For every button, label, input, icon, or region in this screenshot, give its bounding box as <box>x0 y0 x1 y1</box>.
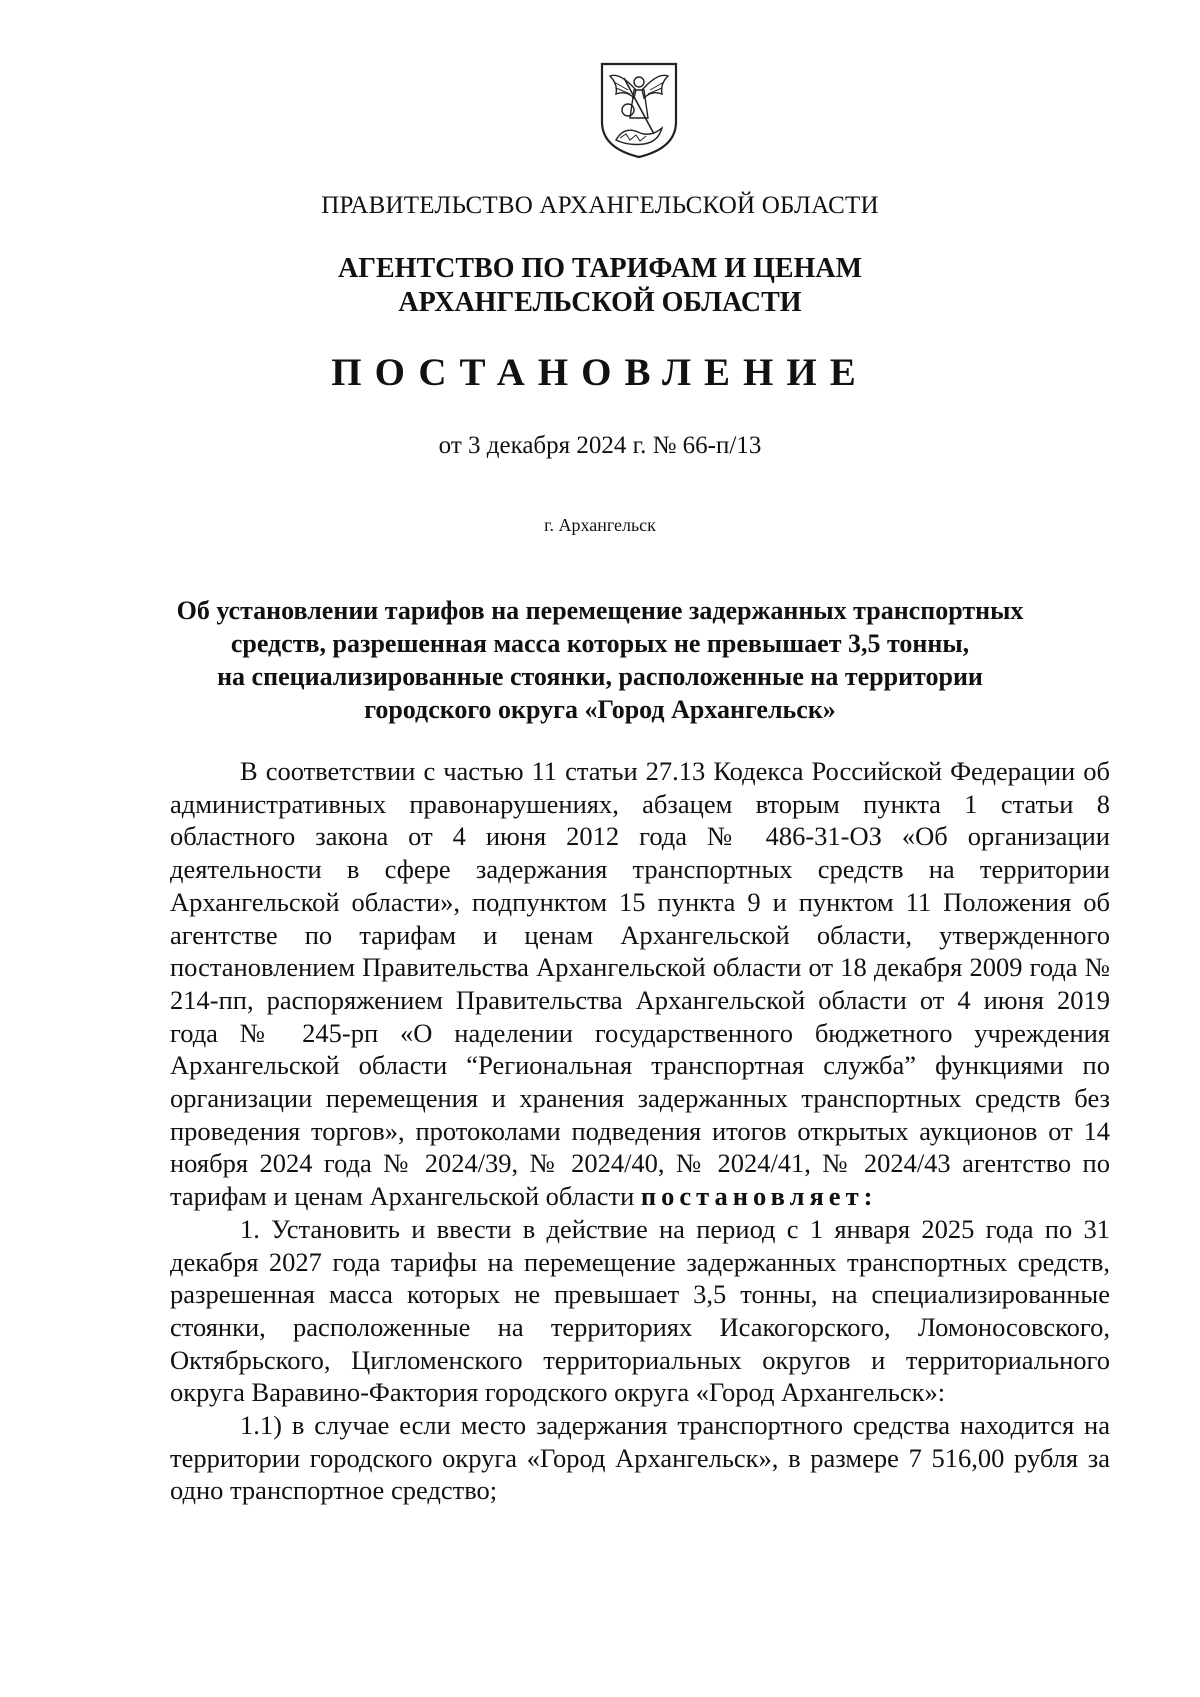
agency-name <box>0 252 1200 320</box>
archangel-coat-of-arms-icon <box>598 60 680 160</box>
preamble-text: В соответствии с частью 11 статьи 27.13 Кодекса Российской Федерации об административных правонарушениях, абзацем вторым пункта 1 статьи 8 областного закона от 4 июня 2012 года № 486-31-ОЗ «Об организации деятельности в сфере задержания транспортных средств на территории Архангельской области», подпунктом 15 пункта 9 и пунктом 11 Положения об агентстве по тарифам и ценам Архангельской области, утвержденного постановлением Правительства Архангельской области от 18 декабря 2009 года № 214-пп, распоряжением Правительства Архангельской области от 4 июня 2019 года № 245-рп «О наделении государственного бюджетного учреждения Архангельской области “Региональная транспортная служба” функциями по организации перемещения и хранения задержанных транспортных средств без проведения торгов», протоколами подведения итогов открытых аукционов от 14 ноября 2024 года № 2024/39, № 2024/40, № 2024/41, № 2024/43 агентство по тарифам и ценам Архангельской области <box>170 756 1110 1212</box>
agency-name-line-1: АГЕНТСТВО ПО ТАРИФАМ И ЦЕНАМ <box>337 253 863 284</box>
government-name: ПРАВИТЕЛЬСТВО АРХАНГЕЛЬСКОЙ ОБЛАСТИ <box>321 192 879 219</box>
item-1-1-paragraph: 1.1) в случае если место задержания транспортного средства находится на территории городского округа «Город Архангельск», в размере 7 516,00 рубля за одно транспортное средство; <box>170 1410 1110 1506</box>
agency-name-line-2: АРХАНГЕЛЬСКОЙ ОБЛАСТИ <box>398 287 802 318</box>
item-1-paragraph: 1. Установить и ввести в действие на период с 1 января 2025 года по 31 декабря 2027 года тарифы на перемещение задержанных транспортных средств, разрешенная масса которых не превышает 3,5 тонны, на специализированные стоянки, расположенные на территориях Исакогорского, Ломоносовского, Октябрьского, Цигломенского территориальных округов и территориального округа Варавино-Фактория городского округа «Город Архангельск»: <box>170 1213 1110 1408</box>
document-type: ПОСТАНОВЛЕНИЕ <box>331 351 869 394</box>
decree-word: постановляет: <box>640 1181 878 1212</box>
preamble-paragraph <box>170 755 1110 1213</box>
title-line-4: городского округа «Город Архангельск» <box>364 695 836 724</box>
title-line-2: средств, разрешенная масса которых не превышает 3,5 тонны, <box>230 629 970 658</box>
title-line-1: Об установлении тарифов на перемещение задержанных транспортных <box>176 596 1024 625</box>
document-date-number: от 3 декабря 2024 г. № 66-п/13 <box>438 432 762 459</box>
document-city: г. Архангельск <box>544 515 656 535</box>
document-title <box>0 594 1200 726</box>
document-body <box>170 755 1110 1507</box>
title-line-3: на специализированные стоянки, расположенные на территории <box>217 662 983 691</box>
